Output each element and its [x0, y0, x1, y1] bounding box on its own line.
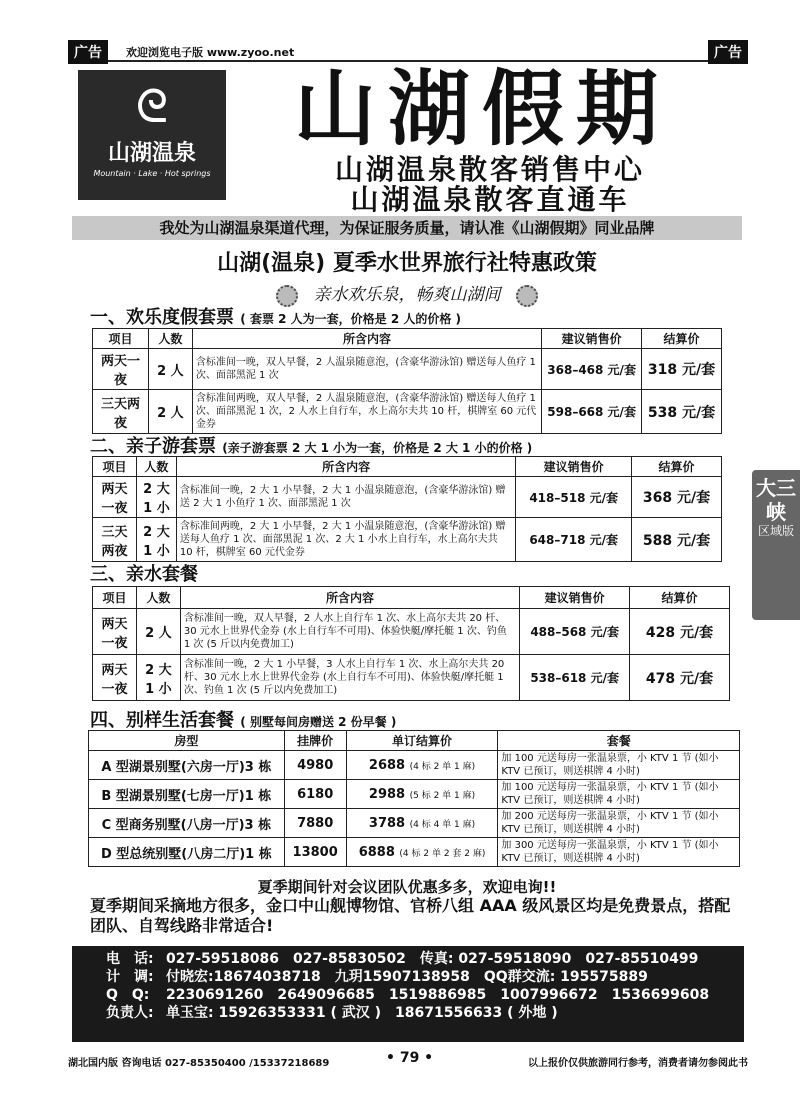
cell-item: 两天一夜	[93, 655, 137, 701]
order-price: 2688	[368, 757, 406, 773]
notice-banner: 我处为山湖温泉渠道代理，为保证服务质量，请认准《山湖假期》同业品牌	[72, 216, 742, 240]
order-note: (4 标 4 单 1 麻)	[409, 819, 476, 830]
cell-settle: 478 元/套	[630, 655, 730, 701]
cell-room: D 型总统别墅(八房二厅)1 栋	[89, 838, 285, 867]
section-1-note: ( 套票 2 人为一套，价格是 2 人的价格 )	[240, 312, 462, 326]
footer-right: 以上报价仅供旅游同行参考，消费者请勿参阅此书	[528, 1058, 748, 1069]
th-people: 人数	[136, 457, 176, 477]
th-item: 项目	[93, 329, 149, 349]
order-note: (5 标 2 单 1 麻)	[409, 790, 476, 801]
cell-room: C 型商务别墅(八房一厅)3 栋	[89, 809, 285, 838]
logo-subtitle: Mountain · Lake · Hot springs	[93, 169, 211, 178]
section-2-heading: 二、亲子游套票	[90, 436, 216, 457]
table-row	[93, 609, 730, 655]
top-bar	[68, 40, 748, 62]
section-4-title	[90, 706, 396, 732]
cell-content: 含标准间一晚，2 大 1 小早餐，3 人水上自行车 1 次、水上高尔夫共 20 杆、30 元水上水上世界代金券 (水上自行车不可用)、体验快艇/摩托艇 1 次、钓鱼 1 次 (5 斤以内免费加工)	[180, 655, 519, 701]
order-price: 3788	[368, 815, 406, 831]
section-4-note: ( 别墅每间房赠送 2 份早餐 )	[240, 715, 397, 729]
cell-people: 2 大 1 小	[136, 518, 176, 562]
summer-notice-1: 夏季期间针对会议团队优惠多多，欢迎电询!!	[257, 878, 557, 896]
footer-left: 湖北国内版 咨询电话 027-85350400 /15337218689	[68, 1058, 330, 1069]
table-row	[93, 349, 722, 390]
cell-room: B 型湖景别墅(七房一厅)1 栋	[89, 780, 285, 809]
cell-room: A 型湖景别墅(六房一厅)3 栋	[89, 751, 285, 780]
ad-label-left: 广告	[68, 40, 108, 64]
cell-suggest: 418–518 元/套	[516, 477, 632, 518]
side-tab-big: 大三峡	[756, 476, 796, 524]
logo	[78, 70, 226, 200]
plan-numbers: 付晓宏:18674038718 九玥15907138958 QQ群交流: 195575889	[166, 969, 648, 985]
section-2-title	[90, 432, 532, 458]
cell-list: 13800	[284, 838, 346, 867]
cell-settle: 428 元/套	[630, 609, 730, 655]
table-row	[89, 838, 740, 867]
cell-settle: 368 元/套	[632, 477, 722, 518]
th-list: 挂牌价	[284, 731, 346, 751]
cell-item: 三天两夜	[93, 518, 137, 562]
swirl-logo-icon: ᘓ	[135, 79, 169, 133]
contact-row-plan	[106, 968, 732, 986]
boss-label: 负责人:	[106, 1005, 154, 1021]
tel-numbers: 027-59518086 027-85830502 传真: 027-59518090 027-85510499	[166, 951, 699, 967]
contact-box	[72, 946, 744, 1042]
cell-item: 两天一夜	[93, 349, 149, 390]
section-3-heading: 三、亲水套餐	[90, 564, 198, 585]
th-item: 项目	[93, 587, 137, 609]
th-content: 所含内容	[176, 457, 515, 477]
qq-label: Q Q:	[106, 987, 150, 1003]
th-settle: 结算价	[630, 587, 730, 609]
cell-list: 6180	[284, 780, 346, 809]
th-room: 房型	[89, 731, 285, 751]
plan-label: 计 调:	[106, 969, 154, 985]
th-order: 单订结算价	[346, 731, 498, 751]
tel-label: 电 话:	[106, 951, 154, 967]
order-note: (4 标 2 单 2 套 2 麻)	[399, 848, 486, 859]
table-row	[93, 655, 730, 701]
side-tab-small: 区域版	[757, 524, 794, 538]
sun-icon	[516, 285, 538, 307]
brand-subtitle-2: 山湖温泉散客直通车	[350, 183, 630, 216]
table-row	[93, 518, 722, 562]
th-people: 人数	[136, 587, 180, 609]
cell-order	[346, 809, 498, 838]
th-suggest: 建议销售价	[516, 457, 632, 477]
logo-name: 山湖温泉	[107, 141, 196, 166]
cell-settle: 538 元/套	[642, 390, 722, 434]
ad-label-right: 广告	[708, 40, 748, 64]
section-3-title	[90, 560, 198, 586]
cell-suggest: 368–468 元/套	[542, 349, 642, 390]
cell-settle: 588 元/套	[632, 518, 722, 562]
cell-content: 含标准间两晚，2 大 1 小早餐，2 大 1 小温泉随意泡，(含豪华游泳馆) 赠送每人鱼疗 1 次、面部黑泥 1 次、2 大 1 小水上自行车，水上高尔夫共 10 杆，棋牌室 60 元代金券	[176, 518, 515, 562]
cell-people: 2 人	[148, 390, 192, 434]
contact-row-boss	[106, 1004, 732, 1022]
th-settle: 结算价	[632, 457, 722, 477]
brand-title: 山湖假期	[293, 61, 670, 157]
cell-people: 2 大 1 小	[136, 477, 176, 518]
section-4-heading: 四、别样生活套餐	[90, 710, 234, 731]
cell-people: 2 人	[136, 609, 180, 655]
section-1-heading: 一、欢乐度假套票	[90, 307, 234, 328]
section-1-title	[90, 303, 461, 329]
cell-suggest: 488–568 元/套	[520, 609, 630, 655]
cell-content: 含标准间两晚，双人早餐，2 人温泉随意泡，(含豪华游泳馆) 赠送每人鱼疗 1 次、面部黑泥 1 次，2 人水上自行车，水上高尔夫共 10 杆，棋牌室 60 元代金券	[192, 390, 541, 434]
slogan-text: 亲水欢乐泉，畅爽山湖间	[313, 285, 501, 305]
table-villa-package	[88, 730, 740, 867]
cell-order	[346, 838, 498, 867]
cell-package: 加 100 元送每房一张温泉票，小 KTV 1 节 (如小 KTV 已预订，则送棋牌 4 小时)	[498, 780, 740, 809]
th-people: 人数	[148, 329, 192, 349]
region-side-tab	[752, 470, 800, 620]
cell-suggest: 538–618 元/套	[520, 655, 630, 701]
cell-item: 两天一夜	[93, 609, 137, 655]
page-number: • 79 •	[386, 1050, 434, 1066]
order-note: (4 标 2 单 1 麻)	[409, 761, 476, 772]
cell-people: 2 大 1 小	[136, 655, 180, 701]
th-suggest: 建议销售价	[542, 329, 642, 349]
cell-package: 加 100 元送每房一张温泉票，小 KTV 1 节 (如小 KTV 已预订，则送棋牌 4 小时)	[498, 751, 740, 780]
th-suggest: 建议销售价	[520, 587, 630, 609]
cell-content: 含标准间一晚，2 大 1 小早餐，2 大 1 小温泉随意泡，(含豪华游泳馆) 赠送 2 大 1 小鱼疗 1 次、面部黑泥 1 次	[176, 477, 515, 518]
section-2-note: (亲子游套票 2 大 1 小为一套，价格是 2 大 1 小的价格 )	[222, 441, 533, 455]
cell-package: 加 300 元送每房一张温泉票，小 KTV 1 节 (如小 KTV 已预订，则送棋牌 4 小时)	[498, 838, 740, 867]
cell-list: 7880	[284, 809, 346, 838]
contact-row-qq	[106, 986, 732, 1004]
cell-people: 2 人	[148, 349, 192, 390]
cell-order	[346, 751, 498, 780]
table-water-package	[92, 586, 730, 701]
table-row	[93, 390, 722, 434]
table-row	[89, 751, 740, 780]
contact-row-tel	[106, 950, 732, 968]
qq-numbers: 2230691260 2649096685 1519886985 1007996672 1536699608	[166, 987, 710, 1003]
th-content: 所含内容	[192, 329, 541, 349]
th-item: 项目	[93, 457, 137, 477]
cell-content: 含标准间一晚，双人早餐，2 人水上自行车 1 次、水上高尔夫共 20 杆、30 元水上世界代金券 (水上自行车不可用)、体验快艇/摩托艇 1 次、钓鱼 1 次 (5 斤以内免费加工)	[180, 609, 519, 655]
brand-subtitle-1: 山湖温泉散客销售中心	[334, 153, 645, 186]
table-family-package	[92, 456, 722, 562]
th-settle: 结算价	[642, 329, 722, 349]
boss-numbers: 单玉宝: 15926353331 ( 武汉 ) 18671556633 ( 外地 )	[166, 1005, 558, 1021]
headline: 山湖(温泉) 夏季水世界旅行社特惠政策	[217, 251, 597, 276]
summer-notice-2: 夏季期间采摘地方很多，金口中山舰博物馆、官桥八组 AAA 级风景区均是免费景点，搭配团队、自驾线路非常适合!	[90, 896, 731, 935]
table-row	[89, 809, 740, 838]
table-row	[93, 477, 722, 518]
cell-package: 加 200 元送每房一张温泉票，小 KTV 1 节 (如小 KTV 已预订，则送棋牌 4 小时)	[498, 809, 740, 838]
welcome-text: 欢迎浏览电子版 www.zyoo.net	[126, 46, 295, 59]
cell-suggest: 598–668 元/套	[542, 390, 642, 434]
cell-suggest: 648–718 元/套	[516, 518, 632, 562]
th-package: 套餐	[498, 731, 740, 751]
cell-order	[346, 780, 498, 809]
cell-settle: 318 元/套	[642, 349, 722, 390]
cell-item: 三天两夜	[93, 390, 149, 434]
cell-item: 两天一夜	[93, 477, 137, 518]
cell-list: 4980	[284, 751, 346, 780]
cell-content: 含标准间一晚，双人早餐，2 人温泉随意泡，(含豪华游泳馆) 赠送每人鱼疗 1 次、面部黑泥 1 次	[192, 349, 541, 390]
table-row	[89, 780, 740, 809]
order-price: 6888	[358, 844, 395, 860]
table-vacation-package	[92, 328, 722, 434]
order-price: 2988	[368, 786, 406, 802]
th-content: 所含内容	[180, 587, 519, 609]
